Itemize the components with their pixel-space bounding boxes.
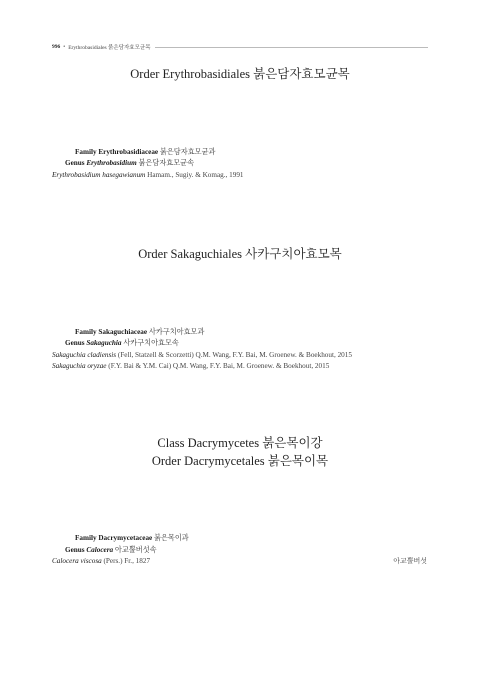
common-name: 아교뿔버섯 <box>393 557 427 565</box>
family-rank: Family <box>75 148 97 156</box>
species-line <box>52 170 244 180</box>
order-heading: Order Erythrobasidiales 붉은담자효모균목 <box>130 67 350 81</box>
species-name: Sakaguchia cladiensis <box>52 351 117 359</box>
species-name: Erythrobasidium hasegawianum <box>52 171 146 179</box>
family-name: Sakaguchiaceae <box>98 328 148 336</box>
class-heading: Class Dacrymycetes 붉은목이강 <box>157 436 323 450</box>
genus-name: Sakaguchia <box>86 339 122 347</box>
family-line <box>75 147 215 157</box>
family-korean: 붉은담자효모균과 <box>159 148 216 156</box>
genus-name: Erythrobasidium <box>86 159 137 167</box>
family-rank: Family <box>75 328 97 336</box>
genus-korean: 사카구치아효모속 <box>123 339 179 347</box>
family-korean: 붉은목이과 <box>154 534 189 542</box>
species-authority: (Fell, Statzell & Scorzetti) Q.M. Wang, F.Y. Bai, M. Groenew. & Boekhout, 2015 <box>117 351 352 359</box>
genus-korean: 붉은담자효모균속 <box>138 159 195 167</box>
running-header <box>52 42 428 52</box>
page-number: 996 <box>52 44 61 50</box>
family-line <box>75 327 204 337</box>
family-rank: Family <box>75 534 97 542</box>
species-line <box>52 350 352 360</box>
genus-rank: Genus <box>65 159 85 167</box>
running-title: Erythrobasidiales 붉은담자효모균목 <box>68 45 151 51</box>
header-separator: • <box>63 44 66 50</box>
family-name: Dacrymycetaceae <box>98 534 153 542</box>
species-authority: (F.Y. Bai & Y.M. Cai) Q.M. Wang, F.Y. Bai, M. Groenew. & Boekhout, 2015 <box>108 362 330 370</box>
genus-name: Calocera <box>86 546 114 554</box>
order-heading: Order Sakaguchiales 사카구치아효모목 <box>138 247 342 261</box>
family-line <box>75 533 189 543</box>
species-authority: Hamam., Sugiy. & Komag., 1991 <box>147 171 244 179</box>
genus-korean: 아교뿔버섯속 <box>114 546 157 554</box>
genus-line <box>65 545 157 555</box>
genus-line <box>65 338 179 348</box>
species-line <box>52 556 150 566</box>
species-name: Calocera viscosa <box>52 557 102 565</box>
header-rule <box>155 47 428 48</box>
family-name: Erythrobasidiaceae <box>98 148 159 156</box>
genus-line <box>65 158 194 168</box>
genus-rank: Genus <box>65 546 85 554</box>
species-line <box>52 361 329 371</box>
order-heading: Order Dacrymycetales 붉은목이목 <box>151 454 329 468</box>
genus-rank: Genus <box>65 339 85 347</box>
species-authority: (Pers.) Fr., 1827 <box>103 557 151 565</box>
family-korean: 사카구치아효모과 <box>148 328 205 336</box>
species-name: Sakaguchia oryzae <box>52 362 107 370</box>
